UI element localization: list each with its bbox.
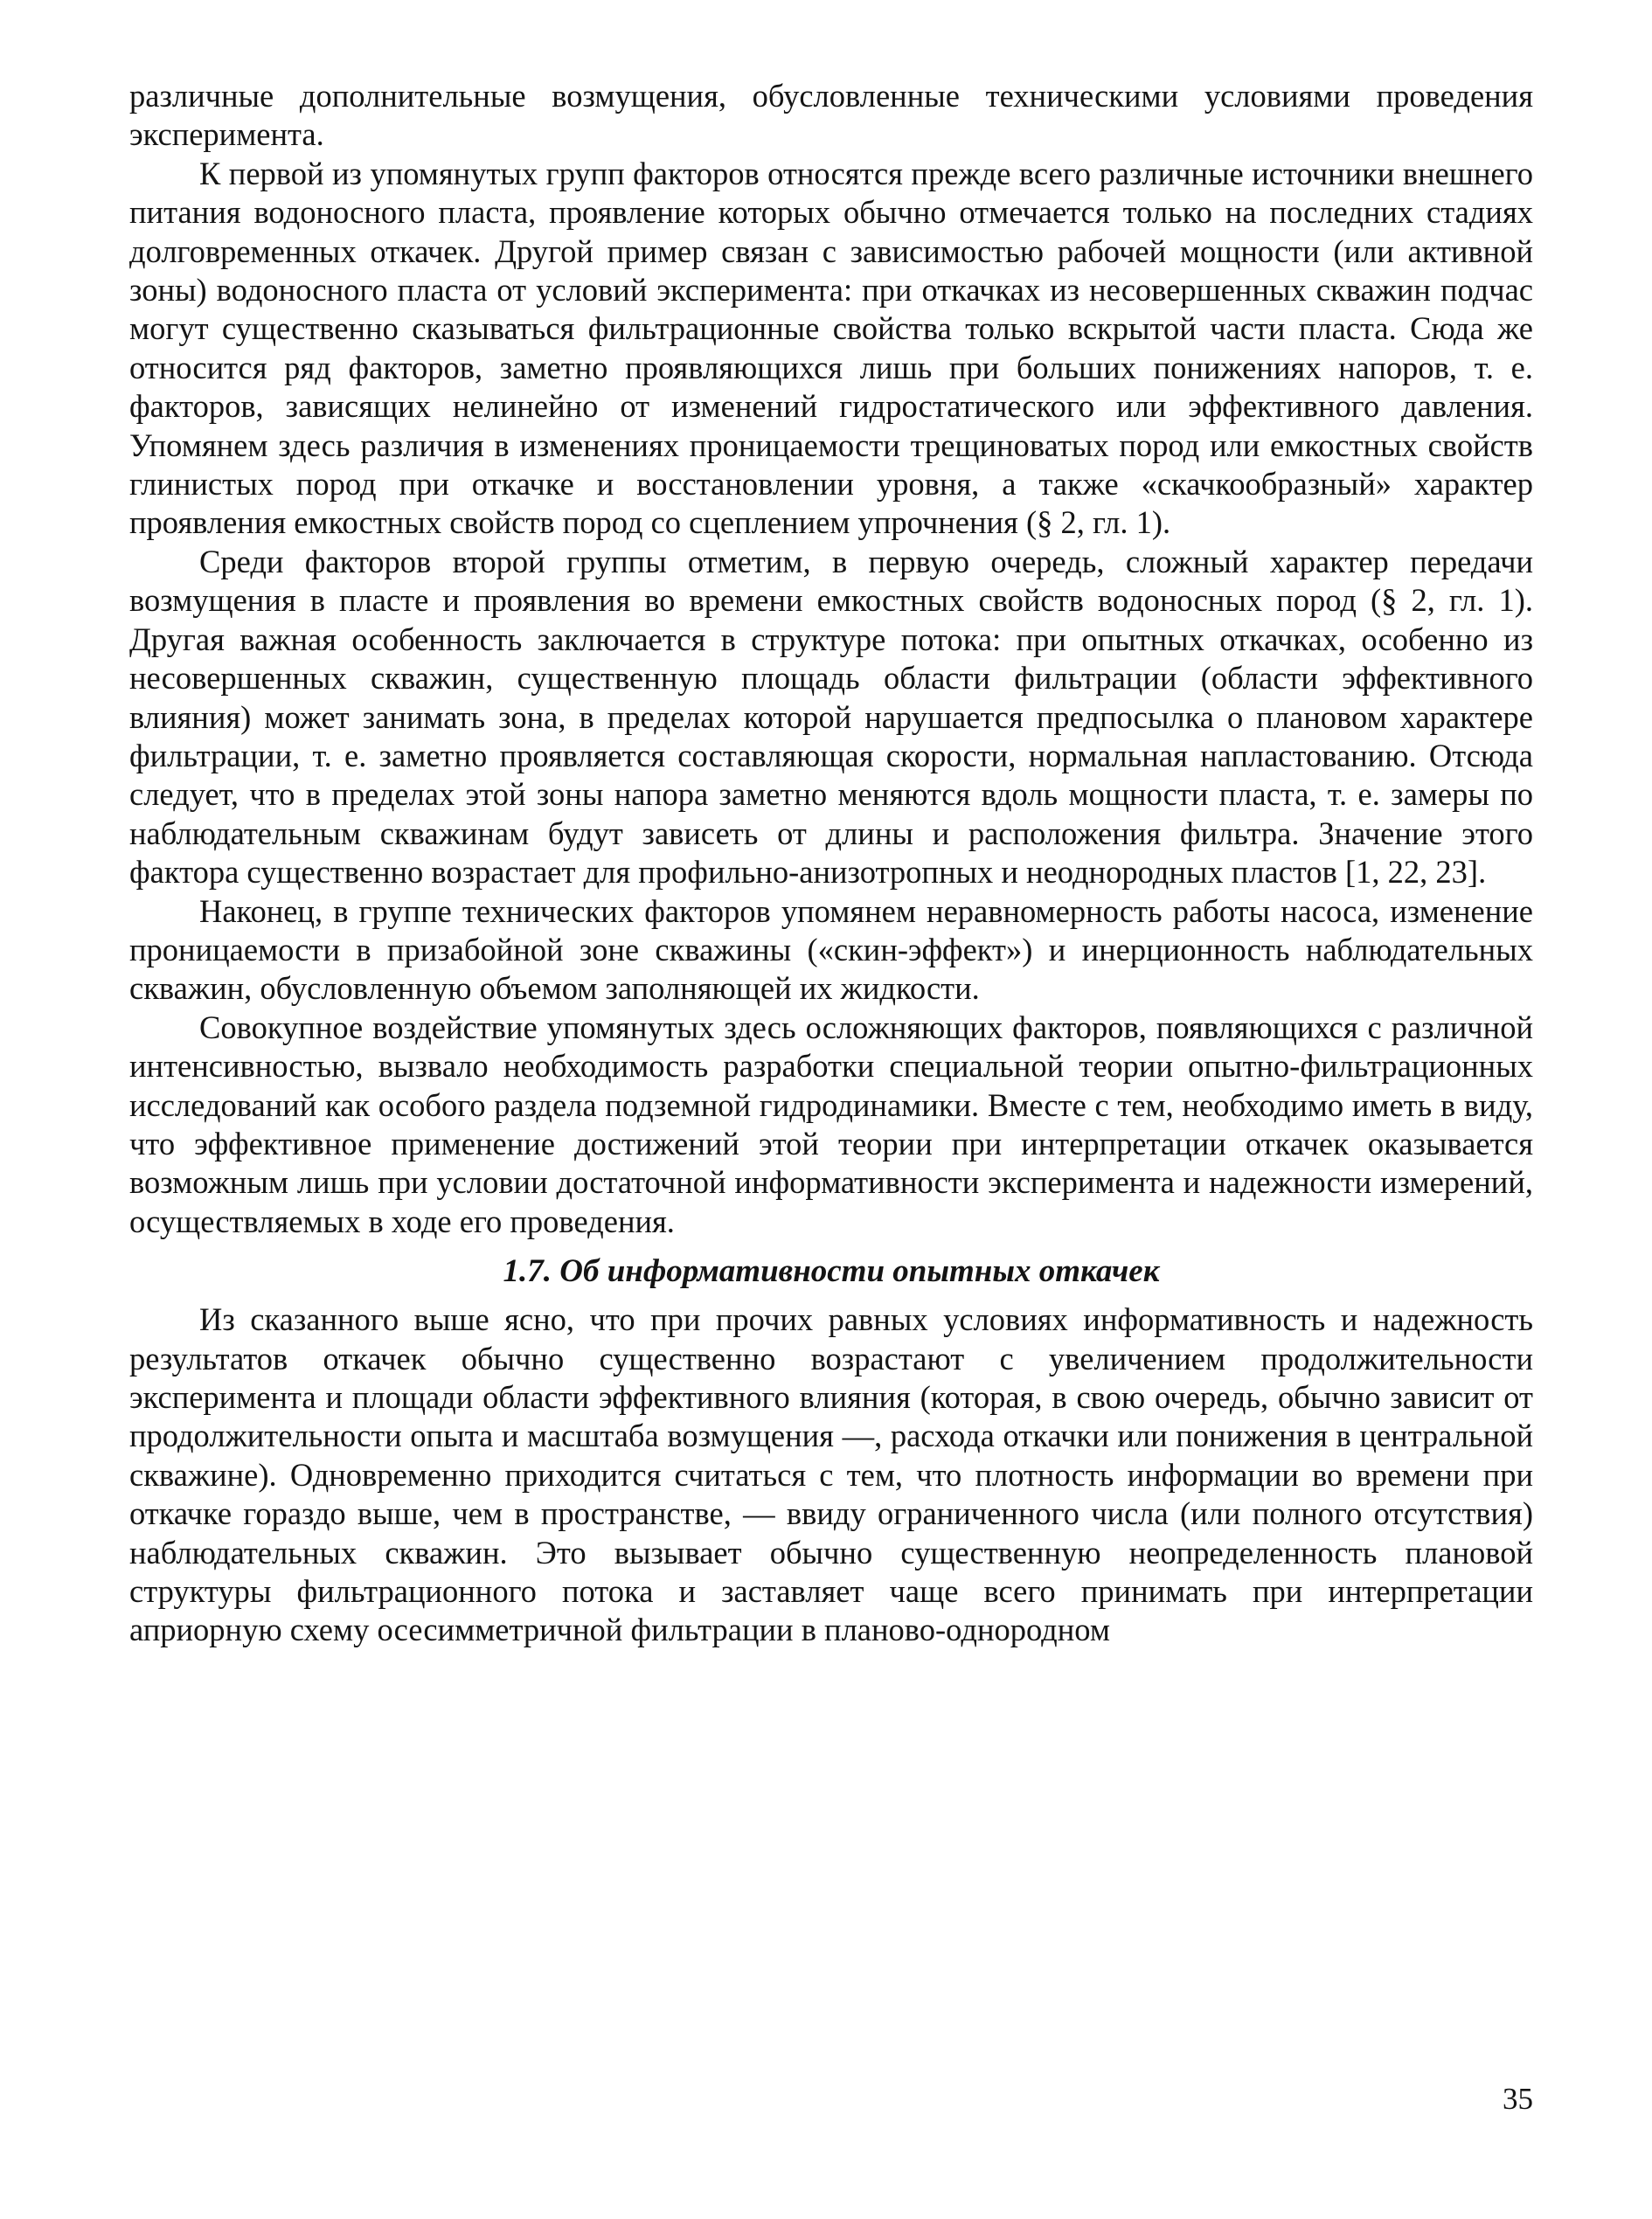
page-number: 35 [1503,2082,1533,2116]
paragraph-continuation: различные дополнительные возмущения, обусловленные техническими условиями проведения эксперимента. [129,78,1533,153]
page-body [129,77,1533,1650]
paragraph-technical-factors: Наконец, в группе технических факторов упомянем неравномерность работы насоса, изменение проницаемости в призабойной зоне скважины («скин-эффект») и инерционность наблюдательных скважин, обусловленную объемом заполняющей их жидкости. [129,892,1533,1007]
paragraph-section-intro: Из сказанного выше ясно, что при прочих равных условиях информативность и надежность результатов откачек обычно существенно возрастают с увеличением продолжительности эксперимента и площади области эффективного влияния (которая, в свою очередь, обычно зависит от продолжительности опыта и масштаба возмущения —, расхода откачки или понижения в центральной скважине). Одновременно приходится считаться с тем, что плотность информации во времени при откачке гораздо выше, чем в пространстве, — ввиду ограниченного числа (или полного отсутствия) наблюдательных скважин. Это вызывает обычно существенную неопределенность плановой структуры фильтрационного потока и заставляет чаще всего принимать при интерпретации априорную схему осесимметричной фильтрации в планово-однородном [129,1301,1533,1648]
section-heading: 1.7. Об информативности опытных откачек [503,1253,1160,1290]
paragraph-first-group-factors: К первой из упомянутых групп факторов относятся прежде всего различные источники внешнего питания водоносного пласта, проявление которых обычно отмечается только на последних стадиях долговременных откачек. Другой пример связан с зависимостью рабочей мощности (или активной зоны) водоносного пласта от условий эксперимента: при откачках из несовершенных скважин подчас могут существенно сказываться фильтрационные свойства только вскрытой части пласта. Сюда же относится ряд факторов, заметно проявляющихся лишь при больших понижениях напоров, т. е. факторов, зависящих нелинейно от изменений гидростатического или эффективного давления. Упомянем здесь различия в изменениях проницаемости трещиноватых пород или емкостных свойств глинистых пород при откачке и восстановлении уровня, а также «скачкообразный» характер проявления емкостных свойств пород со сцеплением упрочнения (§ 2, гл. 1). [129,155,1533,541]
paragraph-combined-effect: Совокупное воздействие упомянутых здесь осложняющих факторов, появляющихся с различной интенсивностью, вызвало необходимость разработки специальной теории опытно-фильтрационных исследований как особого раздела подземной гидродинамики. Вместе с тем, необходимо иметь в виду, что эффективное применение достижений этой теории при интерпретации откачек оказывается возможным лишь при условии достаточной информативности эксперимента и надежности измерений, осуществляемых в ходе его проведения. [129,1009,1533,1239]
paragraph-second-group-factors: Среди факторов второй группы отметим, в первую очередь, сложный характер передачи возмущения в пласте и проявления во времени емкостных свойств водоносных пород (§ 2, гл. 1). Другая важная особенность заключается в структуре потока: при опытных откачках, особенно из несовершенных скважин, существенную площадь области фильтрации (области эффективного влияния) может занимать зона, в пределах которой нарушается предпосылка о плановом характере фильтрации, т. е. заметно проявляется составляющая скорости, нормальная напластованию. Отсюда следует, что в пределах этой зоны напора заметно меняются вдоль мощности пласта, т. е. замеры по наблюдательным скважинам будут зависеть от длины и расположения фильтра. Значение этого фактора существенно возрастает для профильно-анизотропных и неоднородных пластов [1, 22, 23]. [129,543,1533,891]
